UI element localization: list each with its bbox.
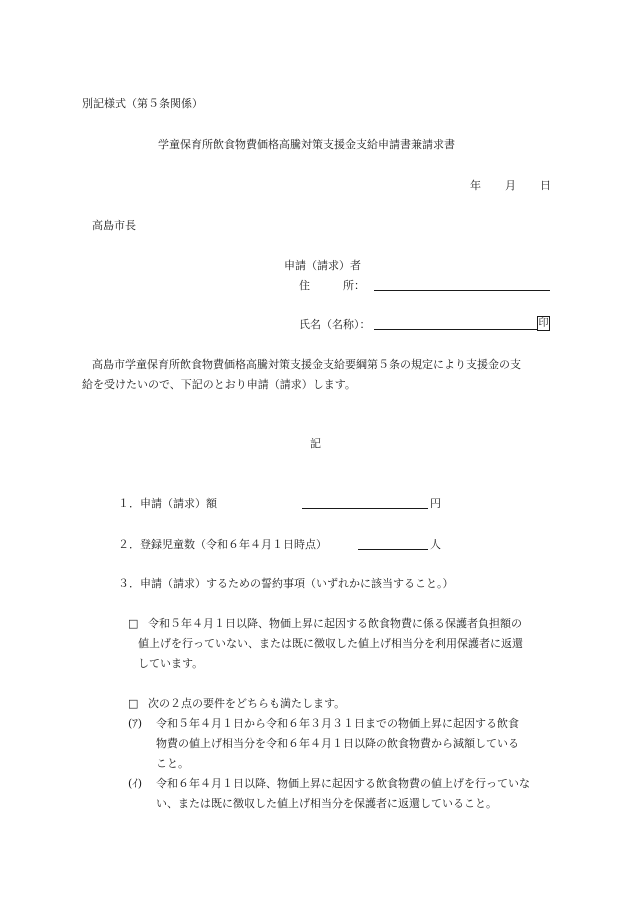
seal-mark: 印 (538, 318, 549, 329)
option2-a-line-3: こと。 (156, 757, 189, 770)
date-day: 日 (540, 179, 551, 192)
applicant-heading: 申請（請求）者 (284, 259, 361, 272)
body-line-2: 給を受けたいので、下記のとおり申請（請求）します。 (82, 378, 356, 391)
date-month: 月 (505, 179, 516, 192)
option2-checkbox[interactable]: □ (128, 697, 139, 710)
date-year: 年 (470, 179, 481, 192)
amount-field[interactable] (302, 508, 428, 509)
item1-label: １．申請（請求）額 (118, 497, 217, 510)
item2-unit: 人 (430, 538, 441, 551)
ki-heading: 記 (310, 437, 321, 450)
form-title: 学童保育所飲食物費価格高騰対策支援金支給申請書兼請求書 (158, 138, 455, 151)
form-label: 別記様式（第５条関係） (82, 97, 203, 110)
address-field[interactable] (374, 290, 550, 291)
option2-b-line-1: 令和６年４月１日以降、物価上昇に起因する飲食物費の値上げを行っていな (156, 777, 530, 790)
item2-label: ２．登録児童数（令和６年４月１日時点） (118, 538, 327, 551)
option1-line-3: しています。 (138, 657, 204, 670)
option1-line-2: 値上げを行っていない、または既に徴収した値上げ相当分を利用保護者に返還 (138, 637, 523, 650)
option2-a-line-2: 物費の値上げ相当分を令和６年４月１日以降の飲食物費から減額している (156, 737, 519, 750)
option2-b-mark: (ｲ) (128, 777, 143, 790)
item1-unit: 円 (430, 497, 441, 510)
address-label: 住 所： (299, 279, 365, 292)
option2-heading: 次の２点の要件をどちらも満たします。 (148, 697, 346, 710)
children-count-field[interactable] (358, 549, 428, 550)
addressee: 高島市長 (92, 219, 136, 232)
option2-a-mark: (ｱ) (128, 717, 143, 730)
body-line-1: 高島市学童保育所飲食物費価格高騰対策支援金支給要綱第５条の規定により支援金の支 (92, 358, 521, 371)
option2-a-line-1: 令和５年４月１日から令和６年３月３１日までの物価上昇に起因する飲食 (156, 717, 519, 730)
name-field[interactable] (374, 329, 538, 330)
item3-label: ３．申請（請求）するための誓約事項（いずれかに該当すること。） (118, 577, 454, 590)
option2-b-line-2: い、または既に徴収した値上げ相当分を保護者に返還していること。 (156, 797, 497, 810)
option1-line-1: 令和５年４月１日以降、物価上昇に起因する飲食物費に係る保護者負担額の (148, 617, 522, 630)
option1-checkbox[interactable]: □ (128, 617, 139, 630)
name-label: 氏名（名称）： (299, 318, 371, 331)
